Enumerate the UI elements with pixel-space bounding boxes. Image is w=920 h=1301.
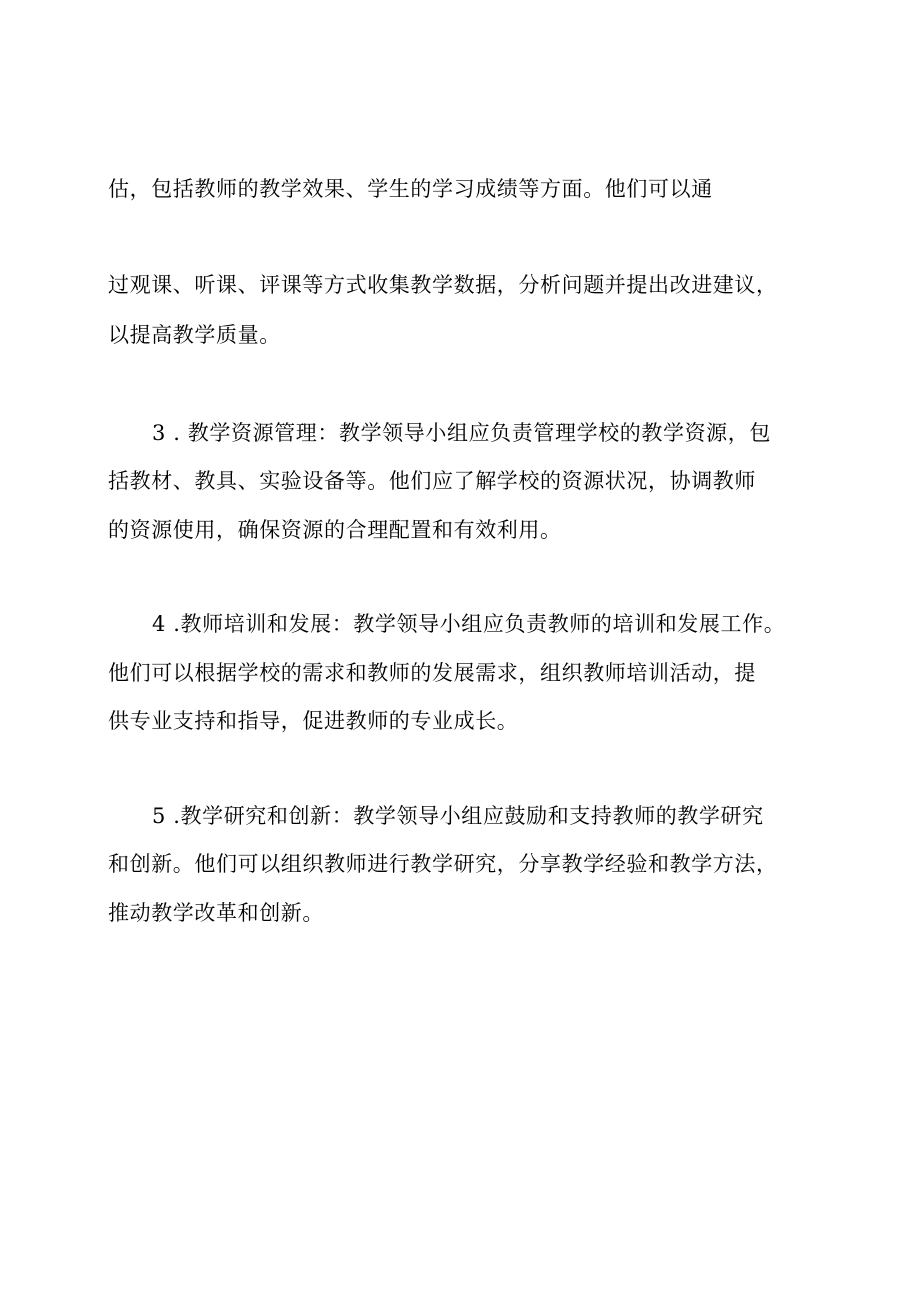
section-4-heading-line: 4 .教师培训和发展：教学领导小组应负责教师的培训和发展工作。 (152, 612, 786, 636)
text-line-8: 他们可以根据学校的需求和教师的发展需求，组织教师培训活动，提 (108, 661, 756, 685)
text-line-9: 供专业支持和指导，促进教师的专业成长。 (108, 709, 519, 733)
text-line-12: 推动教学改革和创新。 (108, 901, 324, 925)
text-line-1: 估，包括教师的教学效果、学生的学习成绩等方面。他们可以通 (108, 177, 713, 201)
text-line-2: 过观课、听课、评课等方式收集教学数据，分析问题并提出改进建议， (108, 273, 778, 297)
text-line-5: 括教材、教具、实验设备等。他们应了解学校的资源状况，协调教师 (108, 469, 756, 493)
text-line-6: 的资源使用，确保资源的合理配置和有效利用。 (108, 518, 562, 542)
text-line-3: 以提高教学质量。 (108, 323, 281, 347)
text-line-11: 和创新。他们可以组织教师进行教学研究，分享教学经验和教学方法， (108, 852, 778, 876)
section-3-heading-line: 3 . 教学资源管理：教学领导小组应负责管理学校的教学资源，包 (152, 421, 771, 445)
section-5-heading-line: 5 .教学研究和创新：教学领导小组应鼓励和支持教师的教学研究 (152, 804, 764, 828)
